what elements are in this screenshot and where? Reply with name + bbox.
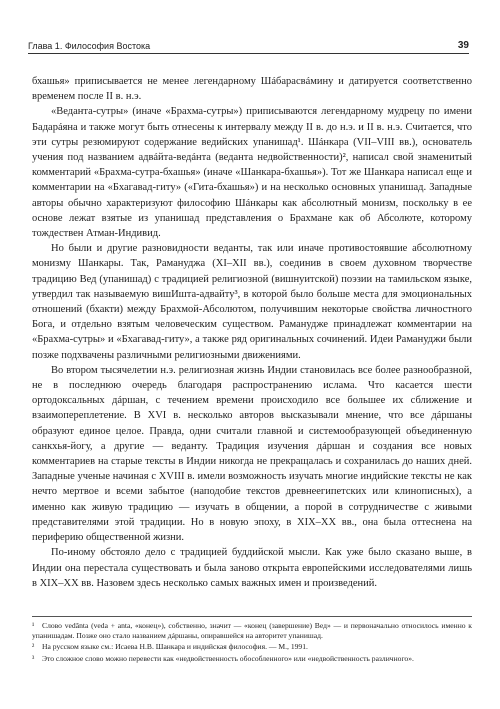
footnote — [32, 654, 472, 664]
main-text — [32, 74, 472, 591]
paragraph: Во втором тысячелетии н.э. религиозная жизнь Индии становилась все более разнообразной, не в последнюю очередь благодаря распространению ислама. Что касается шести ортодоксальных дáршан, с течением времени происходило все большее их сближение и взаимопереплетение. В XVI в. несколько авторов высказывали мнение, что все дáршаны образуют единое целое. Правда, одни считали главной и системообразующей объединенную санкхья-йогу, а другие — веданту. Традиция изучения дáршан и создания все новых комментариев на старые тексты в Индии никогда не прекращалась и сохранилась до наших дней. Западные ученые начиная с XVIII в. имели возможность изучать многие индийские тексты не как нечто мертвое и всеми забытое (наподобие текстов древнеегипетских или клинописных), а именно как живую традицию — изучать в общении, а порой в сотрудничестве с живыми представителями этой традиции. Но в новую эпоху, в XIX–XX вв., она была оттеснена на периферию общественной жизни. — [32, 364, 472, 544]
footnotes — [32, 616, 472, 665]
footnote — [32, 621, 472, 641]
paragraph: «Веданта-сутры» (иначе «Брахма-сутры») приписываются легендарному мудрецу по имени Бадарáяна и также могут быть отнесены к интервалу между II в. до н.э. и II в. н.э. Считается, что эти сутры резюмируют содержание ведийских упанишад¹. Шáнкара (VII–VIII вв.), основатель учения под названием адвáйта-ведáнта (веданта недвойственности)², написал свой знаменитый комментарий «Брахма-сутра-бхашья» (иначе «Шанкара-бхашья»). Тот же Шанкара написал еще и комментарии на «Бхагавад-гиту» («Гита-бхашья») и на несколько основных упанишад. Западные авторы обычно характеризуют философию Шáнкары как абсолютный монизм, поскольку в ее основе лежат взятые из упанишад представления о Брахмане как об Абсолюте, которому тождествен Атман-Индивид. — [32, 106, 472, 240]
paragraph: Но были и другие разновидности веданты, так или иначе противостоявшие абсолютному монизму Шанкары. Так, Рамануджа (XI–XII вв.), соединив в своем духовном творчестве традицию Вед (упанишад) с традицией религиозной (вишнуитской) поэзии на тамильском языке, утвердил так называемую вишИшта-адвайту³, в которой было больше места для эмоциональных отношений (бхакти) между Брахмой-Абсолютом, получившим некоторые свойства личностного Бога, и отдельно взятым человеческим существом. Раманудже принадлежат комментарии на «Брахма-сутры» и «Бхагавад-гиту», а также ряд оригинальных сочинений. Идеи Рамануджи были позже подхвачены различными религиозными движениями. — [32, 243, 472, 361]
chapter-title: Глава 1. Философия Востока — [28, 41, 151, 51]
footnote-number: ² — [32, 642, 35, 652]
footnote-number: ¹ — [32, 621, 35, 630]
paragraph: По-иному обстояло дело с традицией буддийской мысли. Как уже было сказано выше, в Индии она перестала существовать и была заново открыта европейскими исследователями лишь в XIX–XX вв. Назовем здесь несколько самых важных имен и произведений. — [32, 547, 472, 589]
footnote — [32, 642, 472, 652]
footnote-text: Это сложное слово можно перевести как «недвойственность обособленного» или «недвойственность различного». — [42, 653, 414, 663]
page-number: 39 — [457, 40, 469, 51]
footnote-text: На русском языке см.: Исаева Н.В. Шанкара и индийская философия. — М., 1991. — [42, 642, 308, 652]
footnote-number: ³ — [32, 653, 35, 663]
footnote-text: Слово vedânta (veda + anta, «конец»), собственно, значит — «конец (завершение) Вед» — и первоначально относилось именно к упанишадам. Позже оно стало названием дáршаны, опиравшейся на авторитет упанишад. — [32, 621, 472, 641]
running-header — [28, 40, 469, 54]
paragraph: бхашья» приписывается не менее легендарному Шáбарасвáмину и датируется соответственно временем после II в. н.э. — [32, 76, 472, 103]
